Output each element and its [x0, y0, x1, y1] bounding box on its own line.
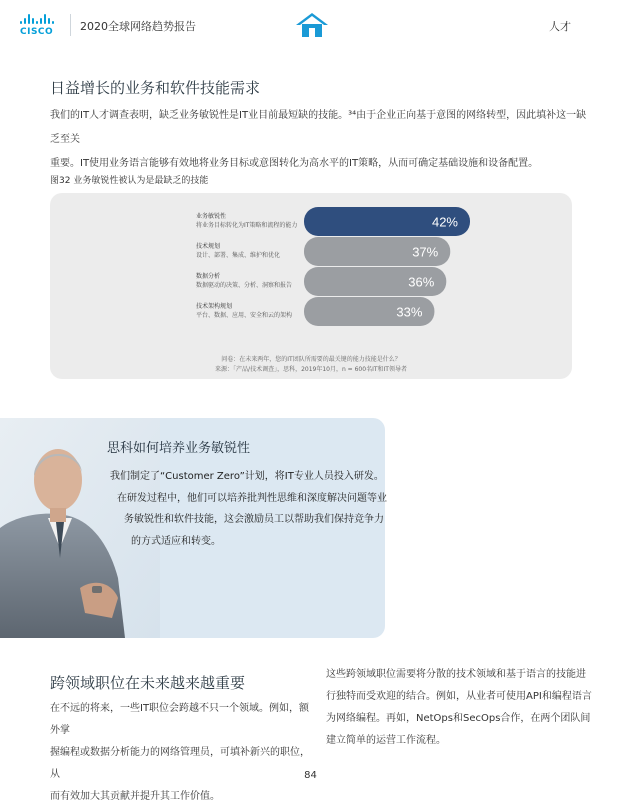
chart-category-subtitle: 数据驱动的决策、分析、洞察和报告: [196, 282, 293, 289]
cisco-logo: [20, 14, 64, 38]
callout-line: 在研发过程中，他们可以培养批判性思维和深度解决问题等业: [117, 493, 387, 504]
section-label: 人才: [549, 20, 571, 33]
callout-line: 务敏锐性和软件技能，这会激励员工以帮助我们保持竞争力: [124, 514, 384, 525]
cisco-logo-text: CISCO: [20, 27, 54, 37]
paragraph-line: 建立简单的运营工作流程。: [326, 735, 446, 746]
callout-line: 的方式适应和转变。: [131, 536, 221, 547]
chart-category-subtitle: 平台、数据、应用、安全和云的架构: [196, 312, 293, 319]
cisco-logo-bars-icon: [20, 14, 64, 24]
chart-card: [50, 193, 572, 379]
paragraph-line: 在不远的将来，一些IT职位会跨越不只一个领域。例如，额外掌: [50, 703, 310, 736]
chart-category-subtitle: 设计、部署、集成、维护和优化: [196, 252, 281, 259]
chart-value-label: 36%: [408, 274, 435, 290]
chart-value-label: 33%: [396, 304, 423, 320]
paragraph-line: 我们的IT人才调查表明，缺乏业务敏锐性是IT业目前最短缺的技能。³⁴由于企业正向基于意图的网络转型，因此填补这一缺乏至关: [50, 110, 587, 145]
chart-category-title: 业务敏锐性: [196, 213, 227, 220]
report-title: 2020全球网络趋势报告: [80, 20, 196, 33]
right-column-text: [326, 664, 596, 752]
chart-value-label: 37%: [412, 244, 439, 260]
paragraph-line: 而有效加大其贡献并提升其工作价值。: [50, 791, 220, 802]
paragraph-line: 重要。IT使用业务语言能够有效地将业务目标或意图转化为高水平的IT策略，从而可确定基础设施和设备配置。: [50, 158, 539, 169]
callout-title: 思科如何培养业务敏锐性: [107, 441, 251, 456]
chart-value-label: 42%: [431, 214, 458, 230]
paragraph-line: 行独特而受欢迎的结合。例如，从业者可使用API和编程语言: [326, 691, 592, 702]
skills-bar-chart: [50, 193, 572, 353]
chart-category-subtitle: 将业务目标转化为IT策略和流程的能力: [196, 222, 298, 229]
chart-source-question: 问卷：在未来两年，您的IT团队所需要的最关键的能力技能是什么？: [221, 356, 401, 363]
chart-category-title: 技术架构规划: [196, 303, 233, 310]
chart-category-title: 技术规划: [196, 243, 221, 250]
left-column-text: [50, 698, 310, 803]
section-heading-skills: 日益增长的业务和软件技能需求: [50, 79, 261, 97]
intro-paragraph: [50, 104, 590, 176]
page-header: [0, 0, 621, 50]
chart-category-title: 数据分析: [196, 273, 221, 280]
chart-source-citation: 来源：「产品/技术调查」，思科，2019年10月，n = 600名IT和IT领导者: [215, 366, 407, 373]
figure-caption: 图32 业务敏锐性被认为是最缺乏的技能: [50, 176, 209, 186]
paragraph-line: 为网络编程。再如，NetOps和SecOps合作，在两个团队间: [326, 713, 591, 724]
paragraph-line: 这些跨领域职位需要将分散的技术领域和基于语言的技能进: [326, 669, 586, 680]
paragraph-line: 握编程或数据分析能力的网络管理员，可填补新兴的职位，从: [50, 747, 310, 780]
page-number: 84: [304, 770, 317, 781]
callout-line: 我们制定了“Customer Zero”计划，将IT专业人员投入研发。: [110, 471, 384, 482]
section-heading-crossdomain: 跨领域职位在未来越来越重要: [50, 674, 246, 692]
header-divider: [70, 14, 71, 36]
home-icon[interactable]: [295, 12, 329, 38]
